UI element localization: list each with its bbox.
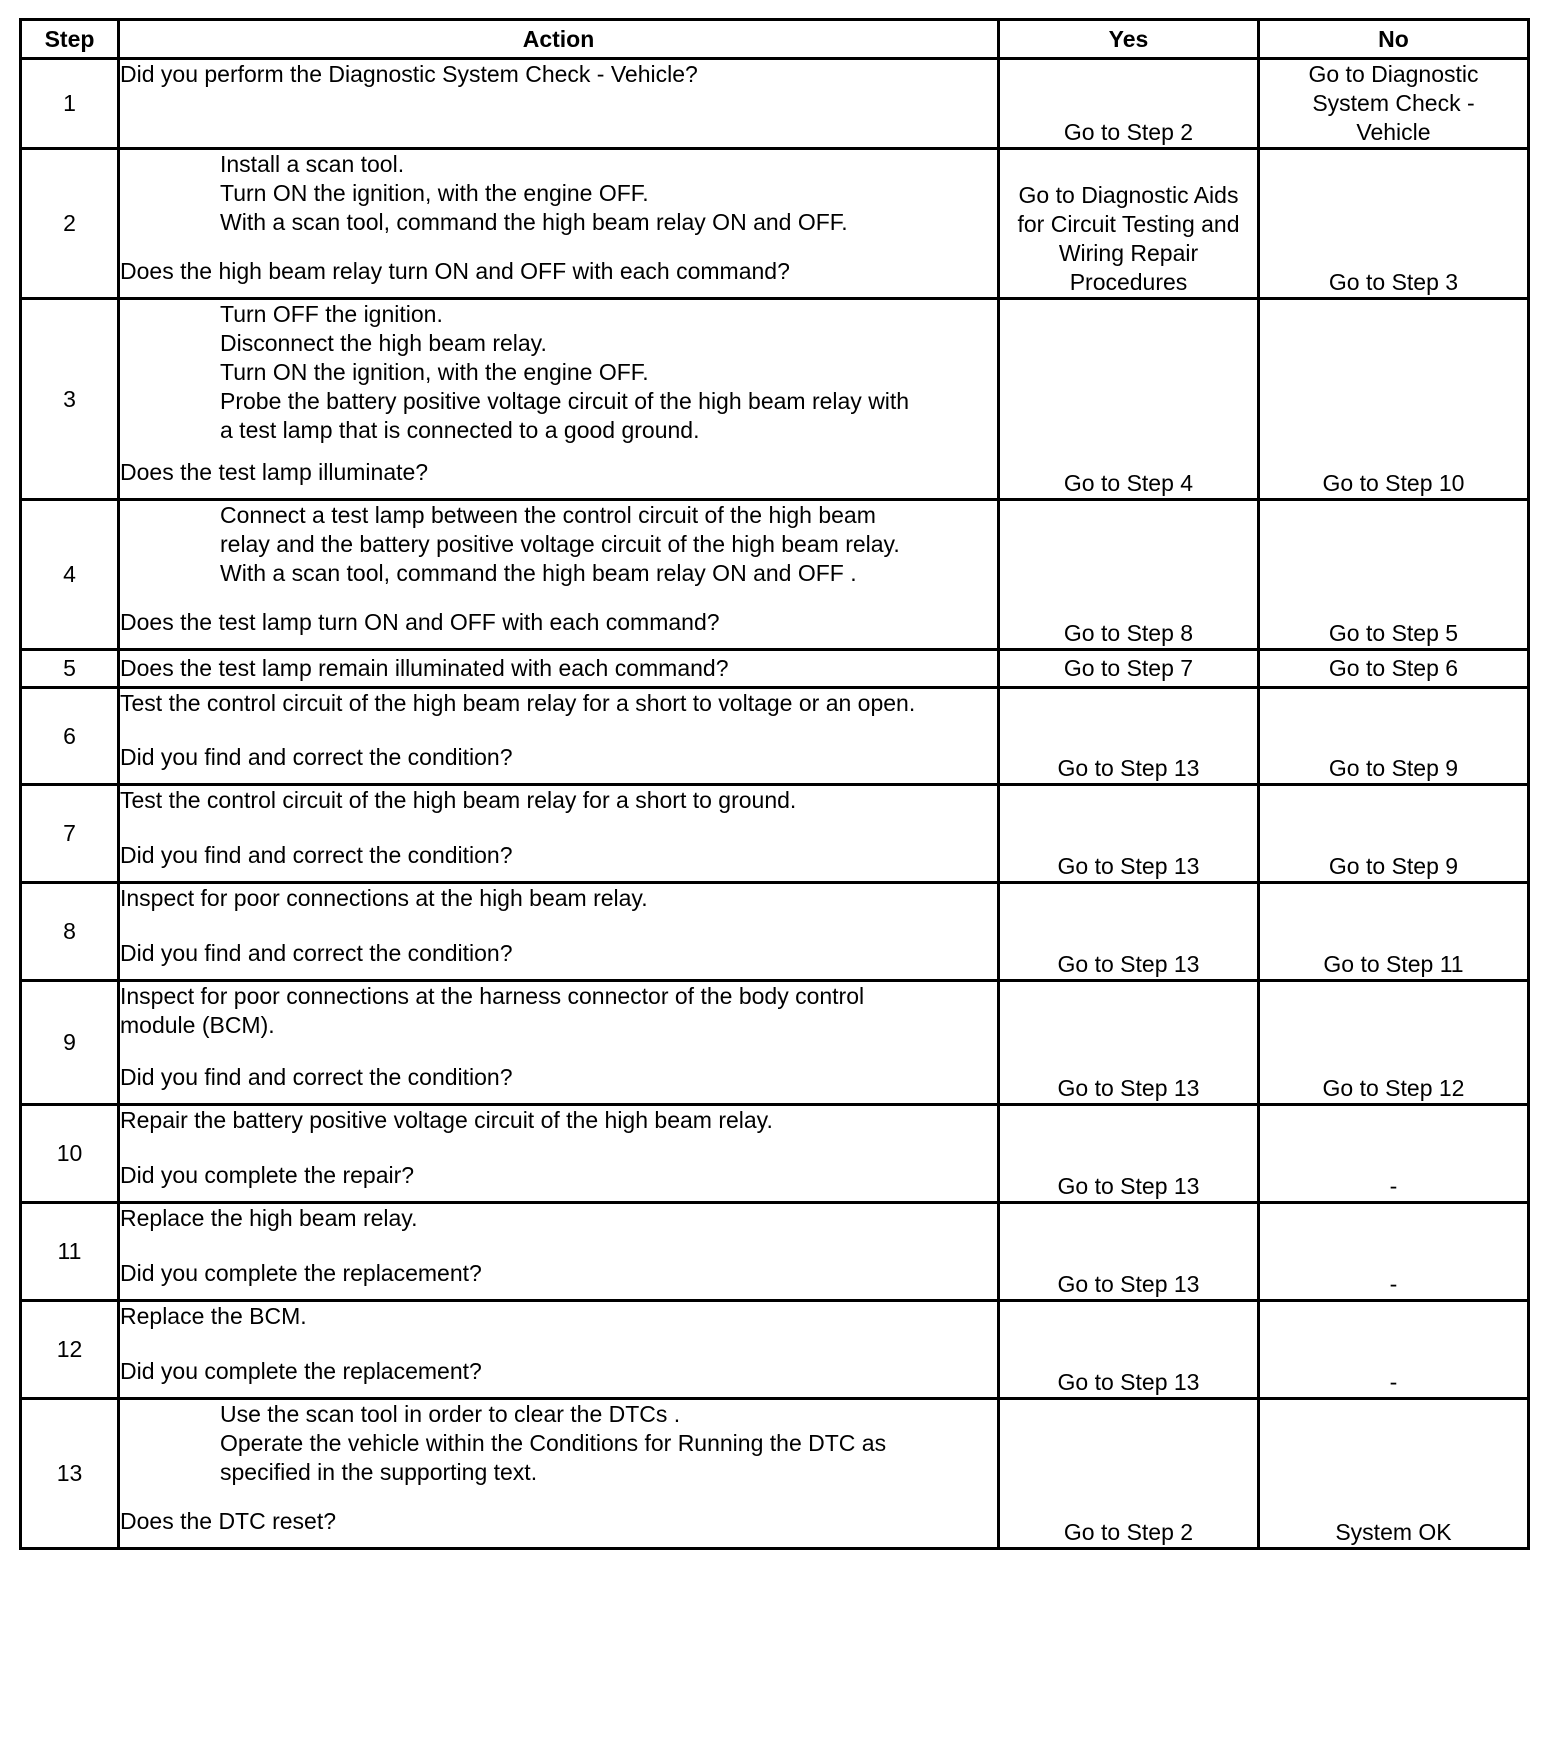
table-row — [21, 1399, 1529, 1549]
no-text: Vehicle — [1356, 119, 1431, 145]
action-cell — [119, 981, 999, 1105]
action-text: Test the control circuit of the high beam relay for a short to ground. — [120, 787, 797, 813]
action-question: Does the test lamp remain illuminated with each command? — [120, 655, 729, 681]
no-result — [1259, 1399, 1529, 1549]
no-result — [1259, 299, 1529, 500]
yes-text: Go to Step 13 — [1057, 951, 1200, 977]
no-result — [1259, 1105, 1529, 1203]
action-question: Did you find and correct the condition? — [120, 744, 513, 770]
yes-text: Go to Step 13 — [1057, 1271, 1200, 1297]
step-number: 13 — [21, 1399, 119, 1549]
no-text: - — [1389, 1173, 1398, 1199]
action-instruction: Probe the battery positive voltage circuit of the high beam relay with — [220, 388, 910, 414]
action-cell — [119, 1399, 999, 1549]
yes-text: Go to Step 7 — [1063, 655, 1194, 681]
step-number: 9 — [21, 981, 119, 1105]
step-number: 11 — [21, 1203, 119, 1301]
no-result — [1259, 1203, 1529, 1301]
yes-result — [999, 500, 1259, 650]
no-text: Go to Diagnostic — [1308, 61, 1479, 87]
yes-text: Go to Step 4 — [1063, 470, 1194, 496]
no-text: Go to Step 3 — [1328, 269, 1459, 295]
step-number: 10 — [21, 1105, 119, 1203]
action-instruction: a test lamp that is connected to a good ground. — [220, 417, 700, 443]
yes-text: Go to Step 13 — [1057, 1173, 1200, 1199]
action-question: Did you find and correct the condition? — [120, 842, 513, 868]
no-text: Go to Step 6 — [1328, 655, 1459, 681]
yes-text: Go to Step 2 — [1063, 1519, 1194, 1545]
step-number: 7 — [21, 785, 119, 883]
action-instruction: Operate the vehicle within the Conditions for Running the DTC as — [220, 1430, 887, 1456]
action-text: Replace the high beam relay. — [120, 1205, 418, 1231]
table-row — [21, 981, 1529, 1105]
no-text: Go to Step 9 — [1328, 853, 1459, 879]
step-number: 6 — [21, 688, 119, 785]
action-cell — [119, 1203, 999, 1301]
action-instruction: With a scan tool, command the high beam relay ON and OFF. — [220, 209, 848, 235]
action-question: Did you find and correct the condition? — [120, 1064, 513, 1090]
yes-result — [999, 981, 1259, 1105]
yes-text: Go to Diagnostic Aids — [1018, 182, 1239, 208]
yes-text: Go to Step 2 — [1063, 119, 1194, 145]
action-question: Did you complete the replacement? — [120, 1260, 482, 1286]
step-number: 4 — [21, 500, 119, 650]
yes-text: Go to Step 13 — [1057, 1369, 1200, 1395]
action-question: Does the test lamp turn ON and OFF with each command? — [120, 609, 720, 635]
yes-text: for Circuit Testing and — [1017, 211, 1240, 237]
no-text: Go to Step 11 — [1323, 951, 1464, 977]
header-step: Step — [21, 20, 119, 59]
no-result — [1259, 149, 1529, 299]
step-number: 8 — [21, 883, 119, 981]
yes-result — [999, 650, 1259, 688]
action-text: Inspect for poor connections at the high beam relay. — [120, 885, 648, 911]
no-result — [1259, 650, 1529, 688]
action-text: Test the control circuit of the high beam relay for a short to voltage or an open. — [120, 690, 916, 716]
yes-text: Go to Step 13 — [1057, 853, 1200, 879]
action-instruction: relay and the battery positive voltage circuit of the high beam relay. — [220, 531, 900, 557]
table-row — [21, 59, 1529, 149]
table-row — [21, 149, 1529, 299]
table-row — [21, 1105, 1529, 1203]
no-result — [1259, 1301, 1529, 1399]
no-text: Go to Step 12 — [1322, 1075, 1465, 1101]
no-text: - — [1389, 1271, 1398, 1297]
no-text: Go to Step 5 — [1328, 620, 1459, 646]
action-instruction: Connect a test lamp between the control circuit of the high beam — [220, 502, 876, 528]
no-text: Go to Step 10 — [1322, 470, 1465, 496]
table-row — [21, 650, 1529, 688]
no-result — [1259, 883, 1529, 981]
yes-text: Procedures — [1069, 269, 1188, 295]
yes-result — [999, 1301, 1259, 1399]
action-question: Does the DTC reset? — [120, 1508, 337, 1534]
table-row — [21, 688, 1529, 785]
yes-result — [999, 1399, 1259, 1549]
yes-text: Go to Step 13 — [1057, 755, 1200, 781]
step-number: 3 — [21, 299, 119, 500]
action-instruction: Disconnect the high beam relay. — [220, 330, 547, 356]
yes-result — [999, 299, 1259, 500]
table-body — [21, 59, 1529, 1549]
step-number: 1 — [21, 59, 119, 149]
yes-text: Go to Step 8 — [1063, 620, 1194, 646]
no-result — [1259, 500, 1529, 650]
action-instruction: Use the scan tool in order to clear the DTCs . — [220, 1401, 681, 1427]
action-cell — [119, 149, 999, 299]
step-number: 12 — [21, 1301, 119, 1399]
action-instruction: Turn ON the ignition, with the engine OFF. — [220, 359, 649, 385]
action-question: Does the test lamp illuminate? — [120, 459, 429, 485]
action-cell — [119, 785, 999, 883]
header-yes: Yes — [999, 20, 1259, 59]
yes-result — [999, 1203, 1259, 1301]
yes-text: Wiring Repair — [1058, 240, 1199, 266]
action-instruction: specified in the supporting text. — [220, 1459, 538, 1485]
no-text: System Check - — [1312, 90, 1475, 116]
no-result — [1259, 688, 1529, 785]
action-instruction: Turn OFF the ignition. — [220, 301, 443, 327]
action-question: Did you find and correct the condition? — [120, 940, 513, 966]
yes-result — [999, 1105, 1259, 1203]
yes-result — [999, 785, 1259, 883]
action-cell — [119, 59, 999, 149]
no-result — [1259, 981, 1529, 1105]
action-instruction: With a scan tool, command the high beam relay ON and OFF . — [220, 560, 857, 586]
action-cell — [119, 1301, 999, 1399]
no-text: System OK — [1335, 1519, 1452, 1545]
no-result — [1259, 59, 1529, 149]
action-text: module (BCM). — [120, 1012, 275, 1038]
no-text: - — [1389, 1369, 1398, 1395]
header-action: Action — [119, 20, 999, 59]
no-result — [1259, 785, 1529, 883]
yes-result — [999, 883, 1259, 981]
yes-result — [999, 149, 1259, 299]
action-cell — [119, 500, 999, 650]
table-row — [21, 1203, 1529, 1301]
action-text: Replace the BCM. — [120, 1303, 307, 1329]
action-instruction: Turn ON the ignition, with the engine OFF. — [220, 180, 649, 206]
action-cell — [119, 688, 999, 785]
action-question: Does the high beam relay turn ON and OFF with each command? — [120, 258, 790, 284]
yes-result — [999, 688, 1259, 785]
table-row — [21, 1301, 1529, 1399]
yes-result — [999, 59, 1259, 149]
action-instruction: Install a scan tool. — [220, 151, 405, 177]
action-question: Did you complete the replacement? — [120, 1358, 482, 1384]
header-no: No — [1259, 20, 1529, 59]
diagnostic-table — [19, 18, 1530, 1550]
action-text: Did you perform the Diagnostic System Check - Vehicle? — [120, 61, 698, 87]
step-number: 2 — [21, 149, 119, 299]
action-cell — [119, 299, 999, 500]
table-row — [21, 500, 1529, 650]
action-cell — [119, 1105, 999, 1203]
action-cell — [119, 650, 999, 688]
step-number: 5 — [21, 650, 119, 688]
action-cell — [119, 883, 999, 981]
yes-text: Go to Step 13 — [1057, 1075, 1200, 1101]
action-question: Did you complete the repair? — [120, 1162, 415, 1188]
table-row — [21, 299, 1529, 500]
header-row — [21, 20, 1529, 59]
action-text: Repair the battery positive voltage circuit of the high beam relay. — [120, 1107, 773, 1133]
table-row — [21, 883, 1529, 981]
no-text: Go to Step 9 — [1328, 755, 1459, 781]
table-row — [21, 785, 1529, 883]
action-text: Inspect for poor connections at the harness connector of the body control — [120, 983, 865, 1009]
